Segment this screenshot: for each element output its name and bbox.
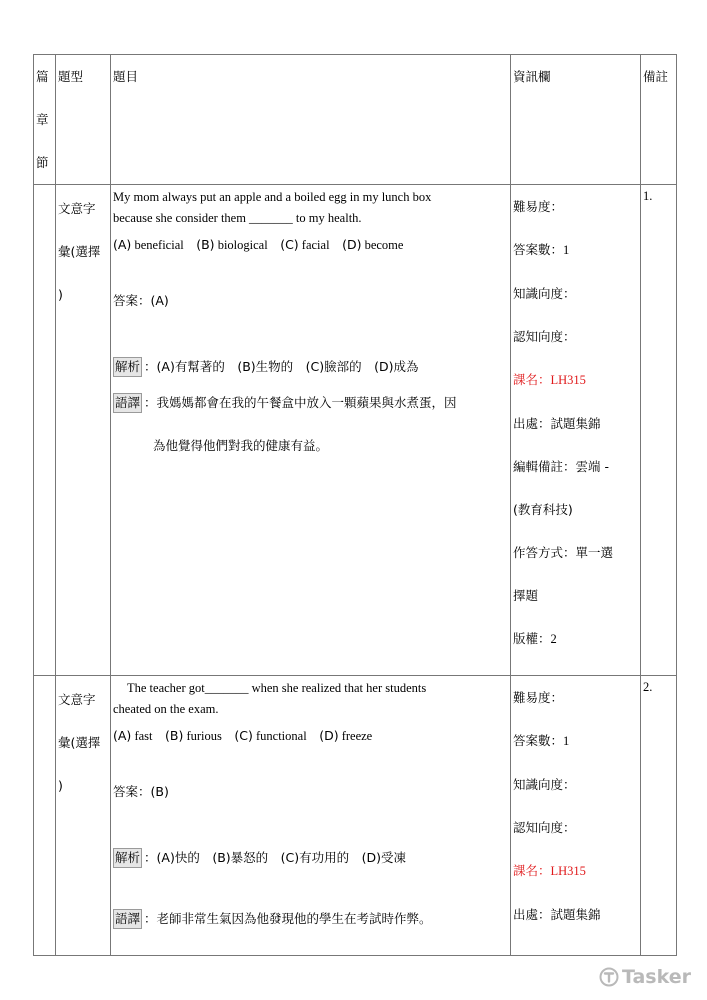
info-course-label: 課名： (513, 863, 551, 878)
type-line: 彙(選擇 (58, 244, 101, 259)
question-sheet-table (33, 54, 677, 956)
info-copyright-label: 版權： (513, 631, 551, 646)
translation-line (113, 908, 510, 929)
options (113, 723, 510, 749)
info-course (513, 358, 638, 402)
info-source: 出處：試題集錦 (513, 416, 601, 431)
info-difficulty: 難易度： (513, 690, 564, 705)
info-knowledge: 知識向度： (513, 777, 576, 792)
question-row (34, 676, 677, 956)
header-chapter-char: 節 (36, 155, 49, 170)
question-row (34, 185, 677, 676)
option-letter: (D) (319, 728, 339, 743)
info-cell (511, 676, 641, 956)
stem-line: because she consider them _______ to my health. (113, 211, 362, 225)
header-info: 資訊欄 (511, 55, 641, 185)
info-answer-count-label: 答案數： (513, 733, 564, 748)
option-text: fast (134, 729, 153, 743)
type-line: 文意字 (58, 692, 96, 707)
type-line: 彙(選擇 (58, 735, 101, 750)
info-course-label: 課名： (513, 372, 551, 387)
info-course-value: LH315 (550, 373, 586, 387)
info-knowledge: 知識向度： (513, 286, 576, 301)
info-difficulty: 難易度： (513, 199, 564, 214)
info-editor-note-cont: (教育科技) (513, 502, 573, 517)
option-letter: (A) (113, 237, 132, 252)
question-type-cell (56, 185, 111, 676)
question-stem (113, 187, 510, 229)
info-cognitive: 認知向度： (513, 329, 576, 344)
info-cognitive: 認知向度： (513, 820, 576, 835)
type-line: 文意字 (58, 201, 96, 216)
info-answer-count-value: 1 (563, 734, 570, 748)
option-letter: (C) (280, 237, 299, 252)
option-letter: (A) (113, 728, 132, 743)
header-question: 題目 (111, 55, 511, 185)
header-chapter-char: 章 (36, 112, 49, 127)
header-note: 備註 (641, 55, 677, 185)
option-text: biological (217, 238, 268, 252)
question-type-cell (56, 676, 111, 956)
stem-line: My mom always put an apple and a boiled egg in my lunch box (113, 190, 432, 204)
info-source: 出處：試題集錦 (513, 907, 601, 922)
option-letter: (D) (342, 237, 362, 252)
watermark (599, 966, 691, 988)
translation-continuation: 為他覺得他們對我的健康有益。 (153, 438, 329, 453)
translation-tag: 語譯 (113, 909, 142, 929)
info-course (513, 849, 638, 893)
translation-text: ：我媽媽都會在我的午餐盒中放入一顆蘋果與水煮蛋，因 (144, 395, 457, 410)
option-text: freeze (341, 729, 373, 743)
tasker-logo-icon (599, 967, 619, 987)
type-line: ) (58, 778, 63, 793)
analysis-text: ：(A)快的 (B)暴怒的 (C)有功用的 (D)受凍 (144, 850, 407, 865)
question-cell (111, 676, 511, 956)
type-line: ) (58, 287, 63, 302)
options (113, 232, 510, 258)
option-text: functional (256, 729, 307, 743)
note-cell: 2. (641, 676, 677, 956)
info-course-value: LH315 (550, 864, 586, 878)
header-chapter-char: 篇 (36, 69, 49, 84)
analysis-line (113, 847, 510, 868)
note-cell: 1. (641, 185, 677, 676)
option-text: facial (301, 238, 330, 252)
translation-text: ：老師非常生氣因為他發現他的學生在考試時作弊。 (144, 911, 432, 926)
analysis-tag: 解析 (113, 357, 142, 377)
option-text: furious (186, 729, 222, 743)
info-copyright (513, 617, 638, 661)
question-cell (111, 185, 511, 676)
info-answer-count (513, 228, 638, 272)
analysis-tag: 解析 (113, 848, 142, 868)
header-chapter (34, 55, 56, 185)
header-type: 題型 (56, 55, 111, 185)
translation-line (113, 392, 510, 413)
answer-line: 答案：(B) (113, 784, 169, 799)
info-answer-method: 作答方式：單一選 (513, 545, 614, 560)
answer-line: 答案：(A) (113, 293, 169, 308)
option-letter: (B) (165, 728, 184, 743)
info-answer-count (513, 719, 638, 763)
header-row (34, 55, 677, 185)
watermark-text: Tasker (621, 966, 691, 988)
info-copyright-value: 2 (550, 632, 557, 646)
info-editor-note: 編輯備註：雲端 - (513, 459, 609, 474)
stem-line: cheated on the exam. (113, 702, 219, 716)
chapter-cell (34, 185, 56, 676)
translation-tag: 語譯 (113, 393, 142, 413)
info-answer-count-label: 答案數： (513, 242, 564, 257)
option-letter: (B) (196, 237, 215, 252)
chapter-cell (34, 676, 56, 956)
question-stem (113, 678, 510, 720)
info-answer-method-cont: 擇題 (513, 588, 539, 603)
option-letter: (C) (234, 728, 253, 743)
option-text: beneficial (134, 238, 184, 252)
analysis-line (113, 356, 510, 377)
option-text: become (364, 238, 404, 252)
analysis-text: ：(A)有幫著的 (B)生物的 (C)臉部的 (D)成為 (144, 359, 419, 374)
stem-line: The teacher got_______ when she realized that her students (127, 681, 427, 695)
info-cell (511, 185, 641, 676)
info-answer-count-value: 1 (563, 243, 570, 257)
